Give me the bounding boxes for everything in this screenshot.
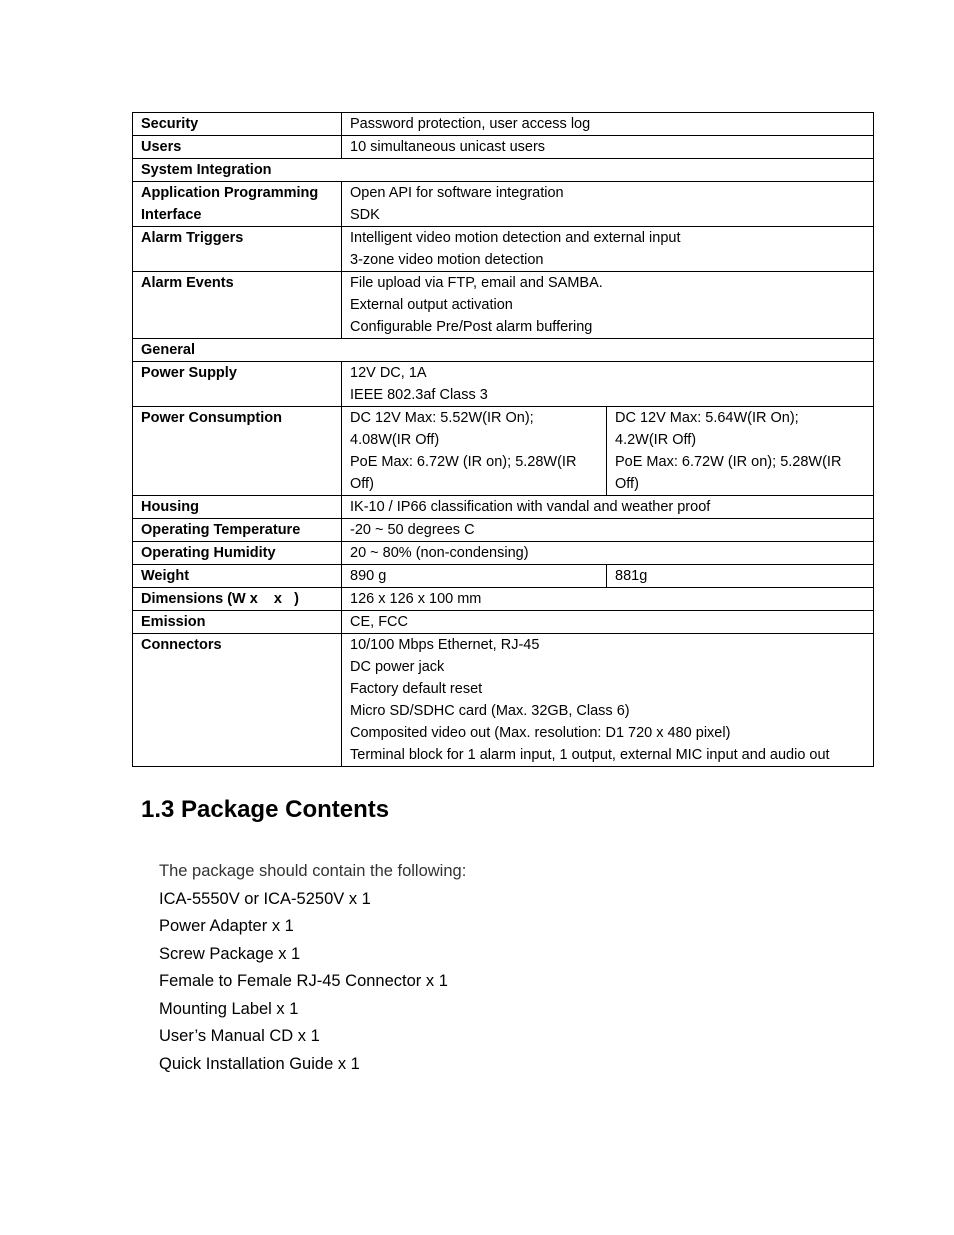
row-value-security: Password protection, user access log [342, 113, 874, 136]
row-value-connectors [342, 634, 874, 767]
list-item: Power Adapter x 1 [159, 917, 294, 935]
table-section [133, 159, 874, 182]
list-item: Screw Package x 1 [159, 944, 301, 963]
label-line: Interface [141, 207, 202, 223]
value-line: Open API for software integration [350, 185, 564, 201]
table-row [133, 407, 874, 496]
row-value-operating-temperature: -20 ~ 50 degrees C [342, 519, 874, 542]
table-section [133, 339, 874, 362]
row-value-housing: IK-10 / IP66 classification with vandal and weather proof [342, 496, 874, 519]
value-line: PoE Max: 6.72W (IR on); 5.28W(IR [615, 454, 842, 470]
row-label-api [133, 182, 342, 227]
value-line: 12V DC, 1A [350, 365, 427, 381]
row-value-weight-1: 890 g [342, 565, 607, 588]
row-value-alarm-triggers [342, 227, 874, 272]
row-value-dimensions: 126 x 126 x 100 mm [342, 588, 874, 611]
list-item: ICA-5550V or ICA-5250V x 1 [159, 889, 371, 908]
row-label-housing: Housing [133, 496, 342, 519]
table-row [133, 519, 874, 542]
value-line: IEEE 802.3af Class 3 [350, 387, 488, 403]
value-line: 3-zone video motion detection [350, 252, 544, 268]
table-row [133, 272, 874, 339]
row-label-alarm-events: Alarm Events [133, 272, 342, 339]
row-value-users: 10 simultaneous unicast users [342, 136, 874, 159]
row-label-alarm-triggers: Alarm Triggers [133, 227, 342, 272]
value-line: Terminal block for 1 alarm input, 1 output, external MIC input and audio out [350, 747, 830, 763]
table-row [133, 565, 874, 588]
row-label-weight: Weight [133, 565, 342, 588]
table-row [133, 182, 874, 227]
value-line: Micro SD/SDHC card (Max. 32GB, Class 6) [350, 703, 630, 719]
row-value-power-supply [342, 362, 874, 407]
table-row [133, 542, 874, 565]
list-item: Mounting Label x 1 [159, 999, 299, 1018]
table-row [133, 227, 874, 272]
value-line: DC 12V Max: 5.64W(IR On); [615, 410, 799, 426]
value-line: Composited video out (Max. resolution: D1 720 x 480 pixel) [350, 725, 731, 741]
row-value-alarm-events [342, 272, 874, 339]
value-line: DC 12V Max: 5.52W(IR On); [350, 410, 534, 426]
row-label-power-supply: Power Supply [133, 362, 342, 407]
label-line: Application Programming [141, 185, 319, 201]
value-line: Intelligent video motion detection and external input [350, 230, 681, 246]
row-label-power-consumption: Power Consumption [133, 407, 342, 496]
table-row [133, 113, 874, 136]
section-heading: 1.3 Package Contents [141, 796, 390, 823]
row-label-dimensions: Dimensions (W x x ) [133, 588, 342, 611]
value-line: SDK [350, 207, 380, 223]
row-value-operating-humidity: 20 ~ 80% (non-condensing) [342, 542, 874, 565]
section-general: General [133, 339, 874, 362]
value-line: External output activation [350, 297, 513, 313]
value-line: PoE Max: 6.72W (IR on); 5.28W(IR [350, 454, 577, 470]
package-intro: The package should contain the following: [159, 862, 467, 880]
value-line: Off) [350, 476, 374, 492]
table-row [133, 611, 874, 634]
value-line: 4.2W(IR Off) [615, 432, 697, 448]
row-value-api [342, 182, 874, 227]
value-line: Configurable Pre/Post alarm buffering [350, 319, 593, 335]
value-line: Factory default reset [350, 681, 483, 697]
row-label-emission: Emission [133, 611, 342, 634]
value-line: DC power jack [350, 659, 445, 675]
row-value-emission: CE, FCC [342, 611, 874, 634]
row-label-connectors: Connectors [133, 634, 342, 767]
table-row [133, 496, 874, 519]
spec-table [132, 112, 874, 767]
row-label-users: Users [133, 136, 342, 159]
table-row [133, 588, 874, 611]
row-value-power-consumption-1 [342, 407, 607, 496]
table-row [133, 362, 874, 407]
section-system-integration: System Integration [133, 159, 874, 182]
list-item: Female to Female RJ-45 Connector x 1 [159, 972, 448, 990]
value-line: File upload via FTP, email and SAMBA. [350, 275, 603, 291]
value-line: 4.08W(IR Off) [350, 432, 440, 448]
row-label-security: Security [133, 113, 342, 136]
value-line: 10/100 Mbps Ethernet, RJ-45 [350, 637, 540, 653]
row-value-power-consumption-2 [607, 407, 874, 496]
package-contents-list [159, 858, 466, 1078]
row-value-weight-2: 881g [607, 565, 874, 588]
list-item: User’s Manual CD x 1 [159, 1027, 320, 1045]
row-label-operating-humidity: Operating Humidity [133, 542, 342, 565]
list-item: Quick Installation Guide x 1 [159, 1054, 360, 1073]
value-line: Off) [615, 476, 639, 492]
row-label-operating-temperature: Operating Temperature [133, 519, 342, 542]
table-row [133, 136, 874, 159]
table-row [133, 634, 874, 767]
